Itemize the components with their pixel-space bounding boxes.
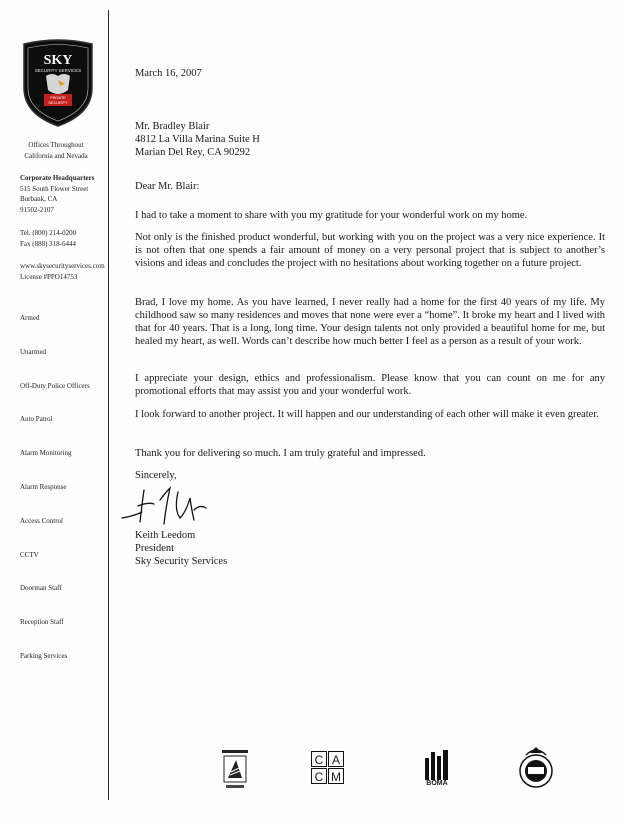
recipient-line2: Marian Del Rey, CA 90292 <box>135 146 251 158</box>
license-number: License #PPO14753 <box>20 272 78 281</box>
cacm-badge <box>311 751 349 791</box>
service-item: Unarmed <box>20 347 47 356</box>
association-badge <box>220 748 250 792</box>
cacm-letter: C <box>311 751 327 767</box>
signer-block <box>135 530 227 568</box>
signer-company: Sky Security Services <box>135 555 228 567</box>
service-item: Armed <box>20 314 40 322</box>
recipient-address <box>135 121 260 159</box>
svg-text:PRIVATE: PRIVATE <box>50 96 66 100</box>
hq-title: Corporate Headquarters <box>20 174 95 182</box>
service-item: Access Control <box>20 516 63 525</box>
paragraph: I had to take a moment to share with you my gratitude for your wonderful work on my home. <box>135 210 528 221</box>
sidebar-divider <box>108 10 109 800</box>
service-item: Parking Services <box>20 651 68 660</box>
paragraph: Not only is the finished product wonderful, but working with you on the project was a very nice experience. It is not often that one spends a fair amount of money on a very personal project that is subject to another’s visions and ideas and concludes the project with no hesitations about working together on a future project. <box>135 232 605 270</box>
web-license <box>20 261 112 282</box>
service-item: Alarm Monitoring <box>20 449 72 458</box>
contact-info <box>20 228 110 249</box>
hq-street: 515 South Flower Street <box>20 184 89 193</box>
service-item: Doorman Staff <box>20 584 62 593</box>
svg-text:SECURITY SERVICES: SECURITY SERVICES <box>34 68 82 73</box>
paragraph: I appreciate your design, ethics and professionalism. Please know that you can count on me for any promotional efforts that may assist you and your wonderful work. <box>135 373 605 398</box>
letter-date: March 16, 2007 <box>135 68 202 79</box>
hq-city: Burbank, CA <box>20 195 58 203</box>
asis-international-badge <box>518 745 554 791</box>
cacm-letter: A <box>328 751 344 767</box>
hq-zip: 91502-2107 <box>20 205 54 214</box>
paragraph: Thank you for delivering so much. I am truly grateful and impressed. <box>135 448 426 459</box>
service-item: CCTV <box>20 550 39 559</box>
sky-security-logo <box>18 38 98 128</box>
signer-title: President <box>135 542 175 554</box>
svg-text:SKY: SKY <box>43 53 73 68</box>
telephone: Tel. (800) 214-0200 <box>20 229 77 237</box>
service-item: Off-Duty Police Officers <box>20 381 90 390</box>
service-item: Auto Patrol <box>20 415 53 424</box>
paragraph: Brad, I love my home. As you have learned, I never really had a home for the first 40 years of my life. My childhood saw so many residences and moves that none were ever a “home”. It broke my heart and I lived with that for 40 years. That is a long, long time. Your design talents not only provided a beautiful home for me, but healed my heart, as well. Words can’t describe how much better I feel as a person as a result of your work. <box>135 297 605 348</box>
boma-building-icon <box>421 748 453 780</box>
service-item: Reception Staff <box>20 618 64 627</box>
handwritten-signature <box>120 482 220 530</box>
services-list <box>20 313 110 685</box>
cacm-letter: C <box>311 768 327 784</box>
offices-note: Offices Throughout California and Nevada <box>24 141 88 160</box>
salutation: Dear Mr. Blair: <box>135 181 200 192</box>
paragraph: I look forward to another project. It will happen and our understanding of each other will make it even greater. <box>135 409 599 420</box>
closing: Sincerely, <box>135 470 177 481</box>
recipient-name: Mr. Bradley Blair <box>135 121 210 132</box>
website: www.skysecurityservices.com <box>20 262 105 270</box>
boma-label: BOMA <box>426 780 448 787</box>
boma-badge <box>421 748 453 790</box>
signer-name: Keith Leedom <box>135 530 196 541</box>
service-item: Alarm Response <box>20 482 67 491</box>
cacm-letter: M <box>328 768 344 784</box>
recipient-line1: 4812 La Villa Marina Suite H <box>135 133 260 145</box>
fax: Fax (888) 318-6444 <box>20 239 76 248</box>
svg-text:SECURITY: SECURITY <box>48 101 68 105</box>
headquarters-address <box>20 173 110 215</box>
